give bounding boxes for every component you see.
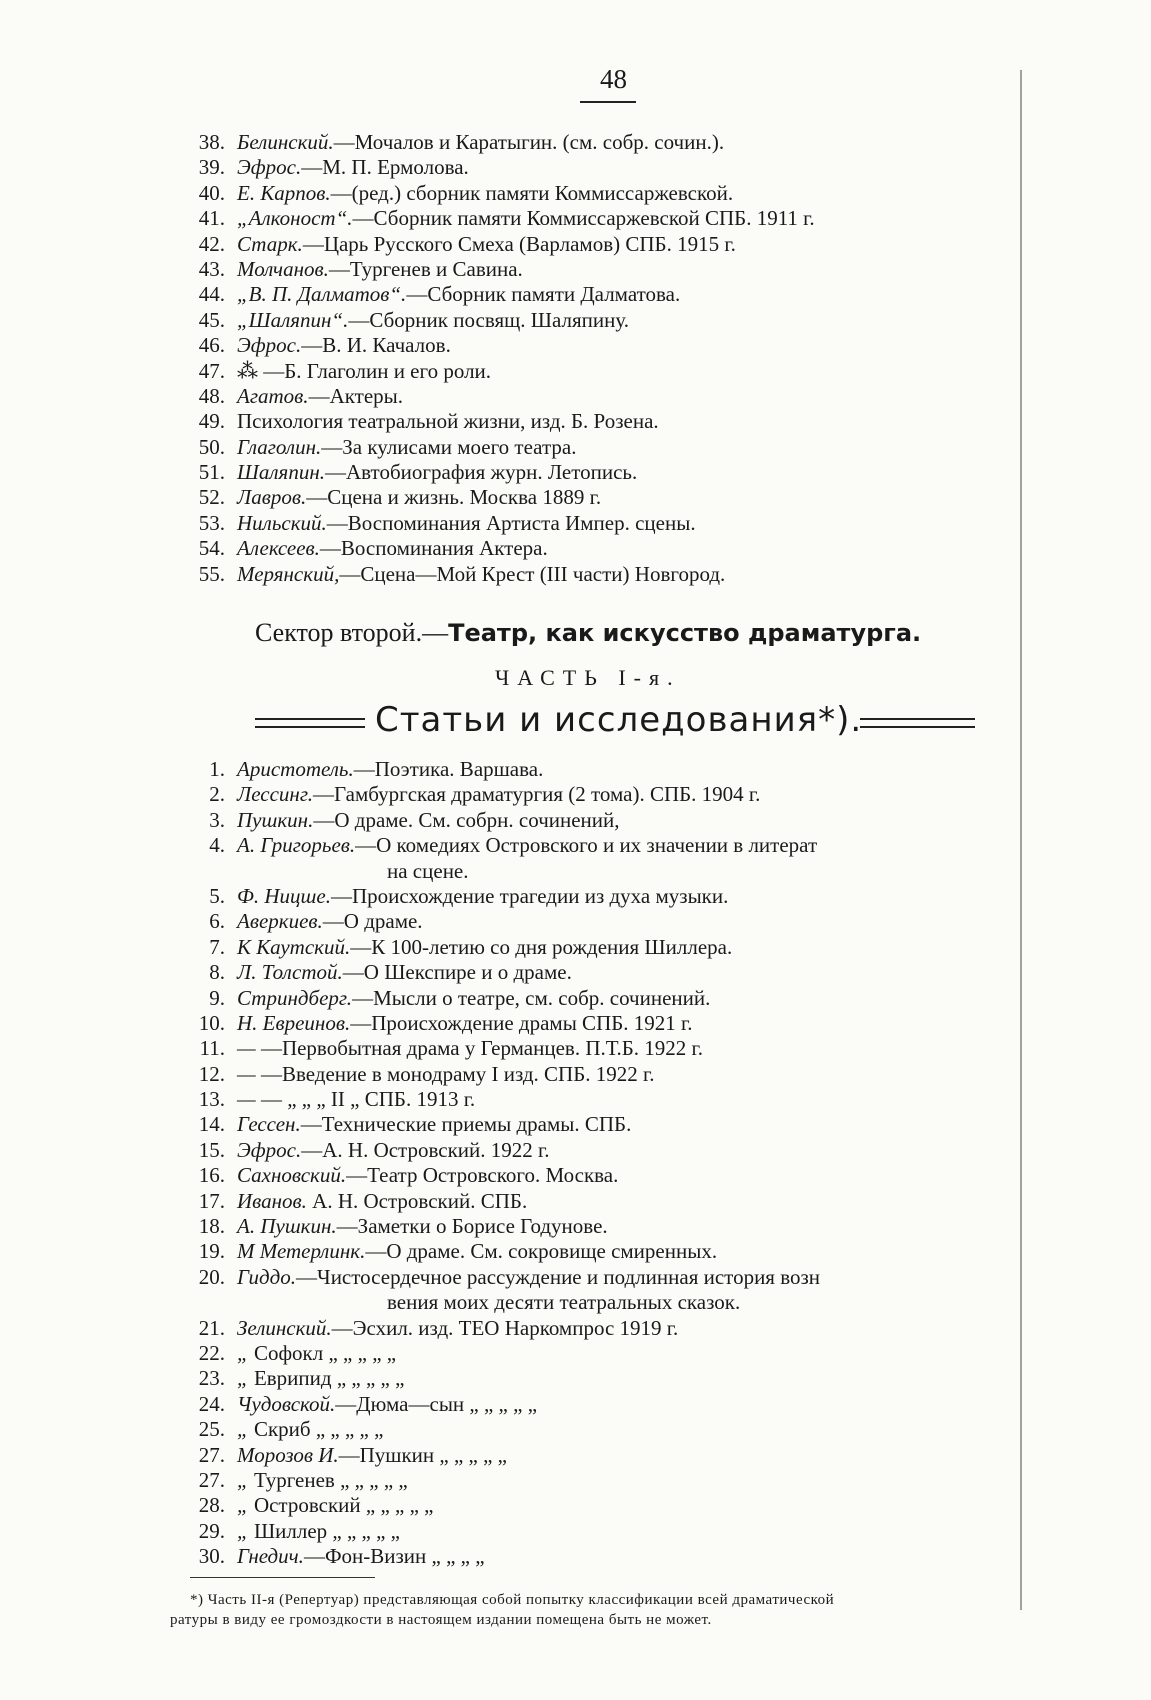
item-title: —Происхождение трагедии из духа музыки. — [330, 883, 729, 908]
item-title: —Б. Глаголин и его роли. — [258, 358, 492, 383]
item-author: Аристотель. — [237, 757, 354, 781]
item-entry — [237, 435, 576, 460]
item-title: —А. Н. Островский. 1922 г. — [301, 1137, 550, 1162]
item-entry — [237, 485, 601, 510]
list-item — [175, 333, 1015, 358]
item-author: Белинский. — [237, 130, 334, 154]
item-title: —Тургенев и Савина. — [328, 256, 523, 281]
item-title: —О драме. См. собрн. сочинений, — [313, 807, 620, 832]
item-title: —Актеры. — [308, 383, 404, 408]
item-author: Глаголин. — [237, 434, 322, 459]
list-item — [175, 1519, 1015, 1544]
item-title: Островский „ „ „ „ „ — [248, 1493, 434, 1518]
list-item — [175, 1214, 1015, 1239]
item-entry — [237, 1112, 631, 1137]
item-entry — [237, 384, 403, 409]
item-number: 1. — [209, 757, 225, 781]
item-entry — [237, 1519, 400, 1544]
item-number: 50. — [198, 434, 225, 459]
item-entry — [237, 562, 725, 587]
item-entry — [237, 808, 620, 833]
item-entry — [237, 282, 680, 307]
item-number: 22. — [198, 1340, 225, 1365]
item-title: —Технические приемы драмы. СПБ. — [300, 1112, 632, 1137]
item-title: —Дюма—сын „ „ „ „ „ — [335, 1391, 538, 1416]
item-author: Гессен. — [237, 1112, 301, 1137]
item-title: —(ред.) сборник памяти Коммиссаржевской. — [330, 180, 734, 205]
item-entry — [237, 206, 815, 231]
list-item — [175, 782, 1015, 807]
item-entry — [237, 1087, 475, 1112]
item-title: —Происхождение драмы СПБ. 1921 г. — [350, 1010, 693, 1035]
item-author: Старк. — [237, 231, 303, 256]
item-entry — [237, 1214, 608, 1239]
list-item — [175, 1341, 1015, 1366]
list-item — [175, 536, 1015, 561]
item-author: Чудовской. — [237, 1391, 336, 1416]
item-number: 23. — [198, 1366, 225, 1391]
item-entry — [237, 232, 736, 257]
item-author: — — [237, 1087, 256, 1112]
list-item — [175, 460, 1015, 485]
item-title: —Гамбургская драматургия (2 тома). СПБ. 1904 г. — [313, 782, 761, 807]
section-heading: Статьи и исследования*). — [375, 700, 863, 740]
list-item — [175, 1316, 1015, 1341]
item-number: 25. — [198, 1417, 225, 1442]
item-entry — [237, 884, 728, 909]
item-number: 24. — [198, 1391, 225, 1416]
item-number: 19. — [198, 1239, 225, 1264]
item-number: 17. — [198, 1188, 225, 1213]
item-number: 46. — [198, 333, 225, 358]
item-entry — [237, 833, 817, 858]
list-item — [175, 1062, 1015, 1087]
item-author: „ — [237, 1417, 249, 1442]
footnote-separator — [190, 1577, 375, 1578]
item-title: —Сцена и жизнь. Москва 1889 г. — [306, 485, 602, 510]
item-entry — [237, 1265, 820, 1290]
item-entry — [237, 1544, 485, 1569]
item-title: Психология театральной жизни, изд. Б. Розена. — [237, 409, 659, 434]
item-number: 27. — [198, 1467, 225, 1492]
item-title: —Заметки о Борисе Годунове. — [336, 1214, 608, 1239]
item-author: Пушкин. — [237, 807, 314, 832]
item-entry — [237, 536, 548, 561]
item-author: М Метерлинк. — [237, 1239, 366, 1264]
item-entry — [237, 935, 732, 960]
list-item — [175, 1417, 1015, 1442]
item-author: Эфрос. — [237, 155, 302, 180]
footnote-line-2: ратуры в виду ее громоздкости в настоящем издании помещена быть не может. — [170, 1612, 712, 1628]
list-item — [175, 359, 1015, 384]
item-entry — [237, 1316, 678, 1341]
item-entry — [237, 1138, 550, 1163]
item-author: Агатов. — [237, 383, 309, 408]
item-title: на сцене. — [387, 858, 469, 883]
item-title: Шиллер „ „ „ „ „ — [248, 1518, 400, 1543]
item-number: 13. — [198, 1087, 225, 1112]
list-item — [175, 1544, 1015, 1569]
sector-title-main: Театр, как искусство драматурга. — [448, 619, 922, 647]
sector-title — [255, 618, 921, 648]
list-item — [175, 1036, 1015, 1061]
item-author: Сахновский. — [237, 1163, 347, 1188]
item-title: —О драме. См. сокровище смиренных. — [365, 1239, 718, 1264]
item-title: —За кулисами моего театра. — [321, 434, 577, 459]
item-number: 55. — [198, 561, 225, 586]
item-title: —Мочалов и Каратыгин. (см. собр. сочин.). — [333, 130, 725, 154]
item-number: 16. — [198, 1163, 225, 1188]
item-author: „Шаляпин“. — [237, 307, 349, 332]
item-author: Мерянский, — [237, 561, 340, 586]
item-entry — [237, 1011, 693, 1036]
item-title: —Царь Русского Смеха (Варламов) СПБ. 1915 г. — [302, 231, 736, 256]
item-number: 7. — [209, 934, 225, 959]
footnote-line-1: *) Часть II-я (Репертуар) представляющая собой попытку классификации всей драматической — [190, 1592, 835, 1608]
item-number: 44. — [198, 282, 225, 307]
item-number: 2. — [209, 782, 225, 807]
heading-rule-right — [860, 718, 975, 728]
sector-title-prefix: Сектор второй.— — [255, 618, 449, 647]
item-author: Л. Толстой. — [237, 960, 343, 985]
item-title: —Чистосердечное рассуждение и подлинная история возн — [296, 1264, 821, 1289]
item-title: —Введение в монодраму I изд. СПБ. 1922 г. — [255, 1061, 655, 1086]
item-author: Зелинский. — [237, 1315, 332, 1340]
item-title: Тургенев „ „ „ „ „ — [248, 1467, 408, 1492]
list-item — [175, 1493, 1015, 1518]
item-number: 3. — [209, 807, 225, 832]
item-entry — [237, 909, 423, 934]
item-number: 29. — [198, 1518, 225, 1543]
item-entry — [237, 511, 696, 536]
item-entry — [237, 181, 733, 206]
item-title: —Фон-Визин „ „ „ „ — [303, 1544, 485, 1569]
item-author: К Каутский. — [237, 934, 351, 959]
item-number: 39. — [198, 155, 225, 180]
item-author: Эфрос. — [237, 333, 302, 358]
item-entry — [237, 460, 637, 485]
item-title: —К 100-летию со дня рождения Шиллера. — [350, 934, 733, 959]
item-number: 47. — [198, 358, 225, 383]
item-number: 27. — [198, 1442, 225, 1467]
list-item — [175, 308, 1015, 333]
item-author: „ — [237, 1493, 249, 1518]
list-item — [175, 884, 1015, 909]
list-item — [175, 257, 1015, 282]
item-entry — [237, 333, 451, 358]
item-number: 6. — [209, 909, 225, 934]
item-entry — [237, 308, 629, 333]
item-title: —О Шекспире и о драме. — [342, 960, 572, 985]
list-item — [175, 435, 1015, 460]
item-title: Еврипид „ „ „ „ „ — [248, 1366, 405, 1391]
item-title: вения моих десяти театральных сказок. — [387, 1290, 741, 1315]
item-number: 12. — [198, 1061, 225, 1086]
item-entry — [237, 960, 572, 985]
item-number: 51. — [198, 460, 225, 485]
item-author: Стриндберг. — [237, 985, 353, 1010]
item-number: 5. — [209, 883, 225, 908]
item-number: 41. — [198, 206, 225, 231]
item-author: Алексеев. — [237, 536, 320, 561]
list-item — [175, 511, 1015, 536]
item-number: 10. — [198, 1010, 225, 1035]
item-author: Гиддо. — [237, 1264, 297, 1289]
item-author: Нильский. — [237, 510, 327, 535]
item-title: —Сборник памяти Коммиссаржевской СПБ. 1911 г. — [352, 206, 815, 231]
item-entry — [237, 359, 491, 384]
item-number: 14. — [198, 1112, 225, 1137]
item-title: —В. И. Качалов. — [301, 333, 451, 358]
item-number: 52. — [198, 485, 225, 510]
item-entry — [237, 155, 469, 180]
item-number: 20. — [198, 1264, 225, 1289]
item-author: — — [237, 1061, 256, 1086]
item-entry — [237, 1443, 507, 1468]
item-title: —Воспоминания Актера. — [319, 536, 548, 561]
item-author: Молчанов. — [237, 256, 329, 281]
item-title: —Сцена—Мой Крест (III части) Новгород. — [339, 561, 726, 586]
item-entry — [237, 130, 724, 155]
item-title: —Воспоминания Артиста Импер. сцены. — [326, 510, 696, 535]
item-number: 49. — [198, 409, 225, 434]
item-author: Е. Карпов. — [237, 180, 331, 205]
list-item — [175, 232, 1015, 257]
list-item — [175, 1138, 1015, 1163]
item-title: —Сборник памяти Далматова. — [406, 282, 681, 307]
list-item — [175, 1443, 1015, 1468]
list-item — [175, 562, 1015, 587]
list-item — [175, 1366, 1015, 1391]
item-title: —Автобиография журн. Летопись. — [325, 460, 638, 485]
list-item — [175, 859, 1015, 884]
item-number: 9. — [209, 985, 225, 1010]
heading-rule-left — [255, 718, 365, 728]
item-author: Иванов. — [237, 1188, 307, 1213]
item-title: —Мысли о театре, см. собр. сочинений. — [352, 985, 711, 1010]
item-title: —Эсхил. изд. ТЕО Наркомпрос 1919 г. — [331, 1315, 679, 1340]
item-author: „ — [237, 1467, 249, 1492]
item-author: Эфрос. — [237, 1137, 302, 1162]
item-number: 4. — [209, 833, 225, 858]
item-number: 43. — [198, 256, 225, 281]
list-item — [175, 1087, 1015, 1112]
item-title: —Первобытная драма у Германцев. П.Т.Б. 1922 г. — [255, 1036, 704, 1061]
item-number: 38. — [198, 130, 225, 154]
item-entry — [237, 1239, 717, 1264]
bibliography-list-continued — [175, 130, 1015, 587]
list-item — [175, 986, 1015, 1011]
item-entry — [237, 1036, 703, 1061]
list-item — [175, 1468, 1015, 1493]
item-entry — [387, 859, 469, 884]
part-title: ЧАСТЬ І-я. — [495, 665, 681, 690]
item-author: Шаляпин. — [237, 460, 325, 485]
item-author: Лессинг. — [237, 782, 313, 807]
list-item — [175, 757, 1015, 782]
item-author: „В. П. Далматов“. — [237, 282, 407, 307]
item-number: 30. — [198, 1544, 225, 1569]
item-entry — [237, 1392, 537, 1417]
item-title: —М. П. Ермолова. — [301, 155, 469, 180]
item-number: 28. — [198, 1493, 225, 1518]
item-title: А. Н. Островский. СПБ. — [306, 1188, 528, 1213]
item-author: Гнедич. — [237, 1544, 304, 1569]
list-item — [175, 1392, 1015, 1417]
item-entry — [237, 1468, 408, 1493]
item-author: Ф. Ницше. — [237, 883, 331, 908]
item-author: Морозов И. — [237, 1442, 339, 1467]
item-author: А. Григорьев. — [237, 833, 356, 858]
item-author: ⁂ — [237, 358, 258, 383]
list-item — [175, 130, 1015, 155]
item-title: Скриб „ „ „ „ „ — [248, 1417, 384, 1442]
item-number: 18. — [198, 1214, 225, 1239]
item-entry — [237, 257, 523, 282]
item-entry — [237, 1493, 434, 1518]
item-number: 48. — [198, 383, 225, 408]
item-entry — [237, 409, 659, 434]
item-entry — [237, 1062, 655, 1087]
item-title: —О комедиях Островского и их значении в литерат — [355, 833, 818, 858]
list-item — [175, 960, 1015, 985]
item-author: — — [237, 1036, 256, 1061]
list-item — [175, 1239, 1015, 1264]
list-item — [175, 206, 1015, 231]
item-entry — [237, 1163, 618, 1188]
item-title: —Поэтика. Варшава. — [353, 757, 544, 781]
item-number: 15. — [198, 1137, 225, 1162]
item-author: „Алконост“. — [237, 206, 353, 231]
list-item — [175, 1011, 1015, 1036]
item-author: А. Пушкин. — [237, 1214, 337, 1239]
list-item — [175, 909, 1015, 934]
list-item — [175, 808, 1015, 833]
list-item — [175, 282, 1015, 307]
item-entry — [387, 1290, 740, 1315]
item-entry — [237, 986, 710, 1011]
item-title: Софокл „ „ „ „ „ — [248, 1340, 397, 1365]
list-item — [175, 485, 1015, 510]
list-item — [175, 1265, 1015, 1290]
list-item — [175, 1163, 1015, 1188]
page-edge-rule — [1020, 70, 1022, 1610]
item-author: Лавров. — [237, 485, 307, 510]
item-entry — [237, 1341, 396, 1366]
page-number: 48 — [600, 64, 627, 94]
item-number: 42. — [198, 231, 225, 256]
list-item — [175, 409, 1015, 434]
list-item — [175, 384, 1015, 409]
item-number: 45. — [198, 307, 225, 332]
item-number: 54. — [198, 536, 225, 561]
item-entry — [237, 1189, 527, 1214]
item-title: —О драме. — [322, 909, 423, 934]
item-entry — [237, 782, 760, 807]
item-entry — [237, 1366, 404, 1391]
list-item — [175, 1112, 1015, 1137]
item-title: — „ „ „ II „ СПБ. 1913 г. — [255, 1087, 476, 1112]
footnote — [170, 1590, 1040, 1630]
item-number: 21. — [198, 1315, 225, 1340]
item-title: —Сборник посвящ. Шаляпину. — [348, 307, 629, 332]
item-author: Аверкиев. — [237, 909, 323, 934]
item-number: 11. — [199, 1036, 225, 1061]
item-number: 40. — [198, 180, 225, 205]
bibliography-list-articles — [175, 757, 1015, 1570]
list-item — [175, 1189, 1015, 1214]
list-item — [175, 181, 1015, 206]
item-number: 8. — [209, 960, 225, 985]
item-number: 53. — [198, 510, 225, 535]
item-author: Н. Евреинов. — [237, 1010, 351, 1035]
item-title: —Театр Островского. Москва. — [346, 1163, 619, 1188]
item-entry — [237, 757, 543, 782]
item-title: —Пушкин „ „ „ „ „ — [338, 1442, 507, 1467]
page-number-underline — [580, 101, 636, 103]
list-item — [175, 155, 1015, 180]
item-author: „ — [237, 1518, 249, 1543]
list-item — [175, 935, 1015, 960]
item-author: „ — [237, 1366, 249, 1391]
item-entry — [237, 1417, 383, 1442]
list-item — [175, 1290, 1015, 1315]
list-item — [175, 833, 1015, 858]
item-author: „ — [237, 1340, 249, 1365]
